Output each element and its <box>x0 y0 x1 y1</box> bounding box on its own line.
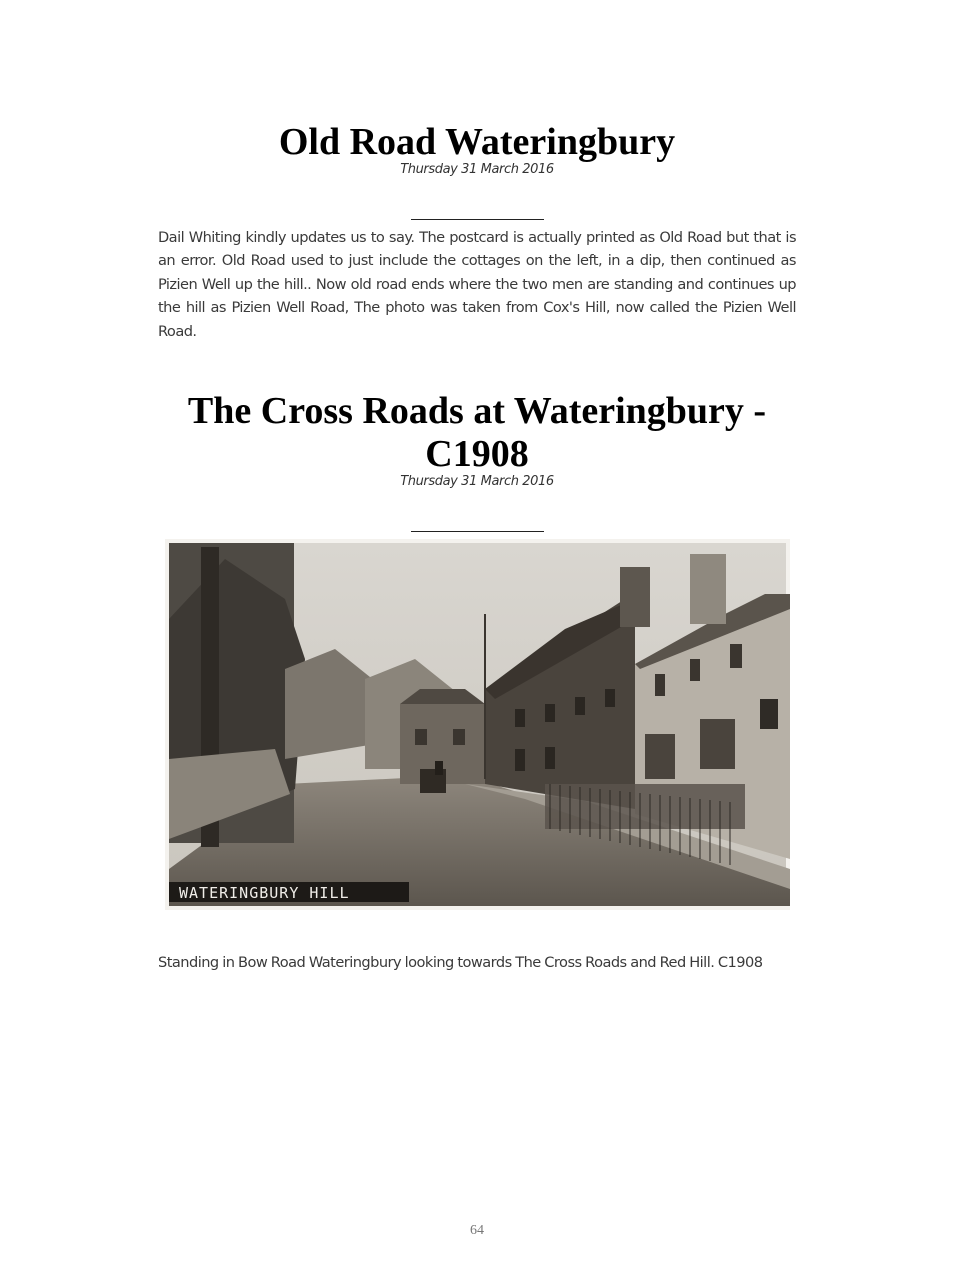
article-body: Standing in Bow Road Wateringbury looking towards The Cross Roads and Red Hill. C1908 <box>158 954 763 971</box>
postcard-caption: WATERINGBURY HILL <box>179 884 350 902</box>
page-number: 64 <box>470 1223 484 1238</box>
postcard-photo-drawing <box>165 539 790 910</box>
article-title <box>158 390 796 476</box>
article-title: Old Road Wateringbury <box>278 121 676 163</box>
article-date: Thursday 31 March 2016 <box>400 162 554 177</box>
postcard-photo <box>165 539 790 910</box>
article-body: Dail Whiting kindly updates us to say. The postcard is actually printed as Old Road but that is an error. Old Road used to just include the cottages on the left, in a dip, then continued as Pizien Well up the hill.. Now old road ends where the two men are standing and continues up the hill as Pizien Well Road, The photo was taken from Cox's Hill, now called the Pizien Well Road. <box>158 229 796 340</box>
title-divider <box>411 219 544 220</box>
article-title-line-1: The Cross Roads at Wateringbury - <box>187 390 767 432</box>
article-title-line-2: C1908 <box>425 433 529 475</box>
title-divider <box>411 531 544 532</box>
article-date: Thursday 31 March 2016 <box>400 474 554 489</box>
